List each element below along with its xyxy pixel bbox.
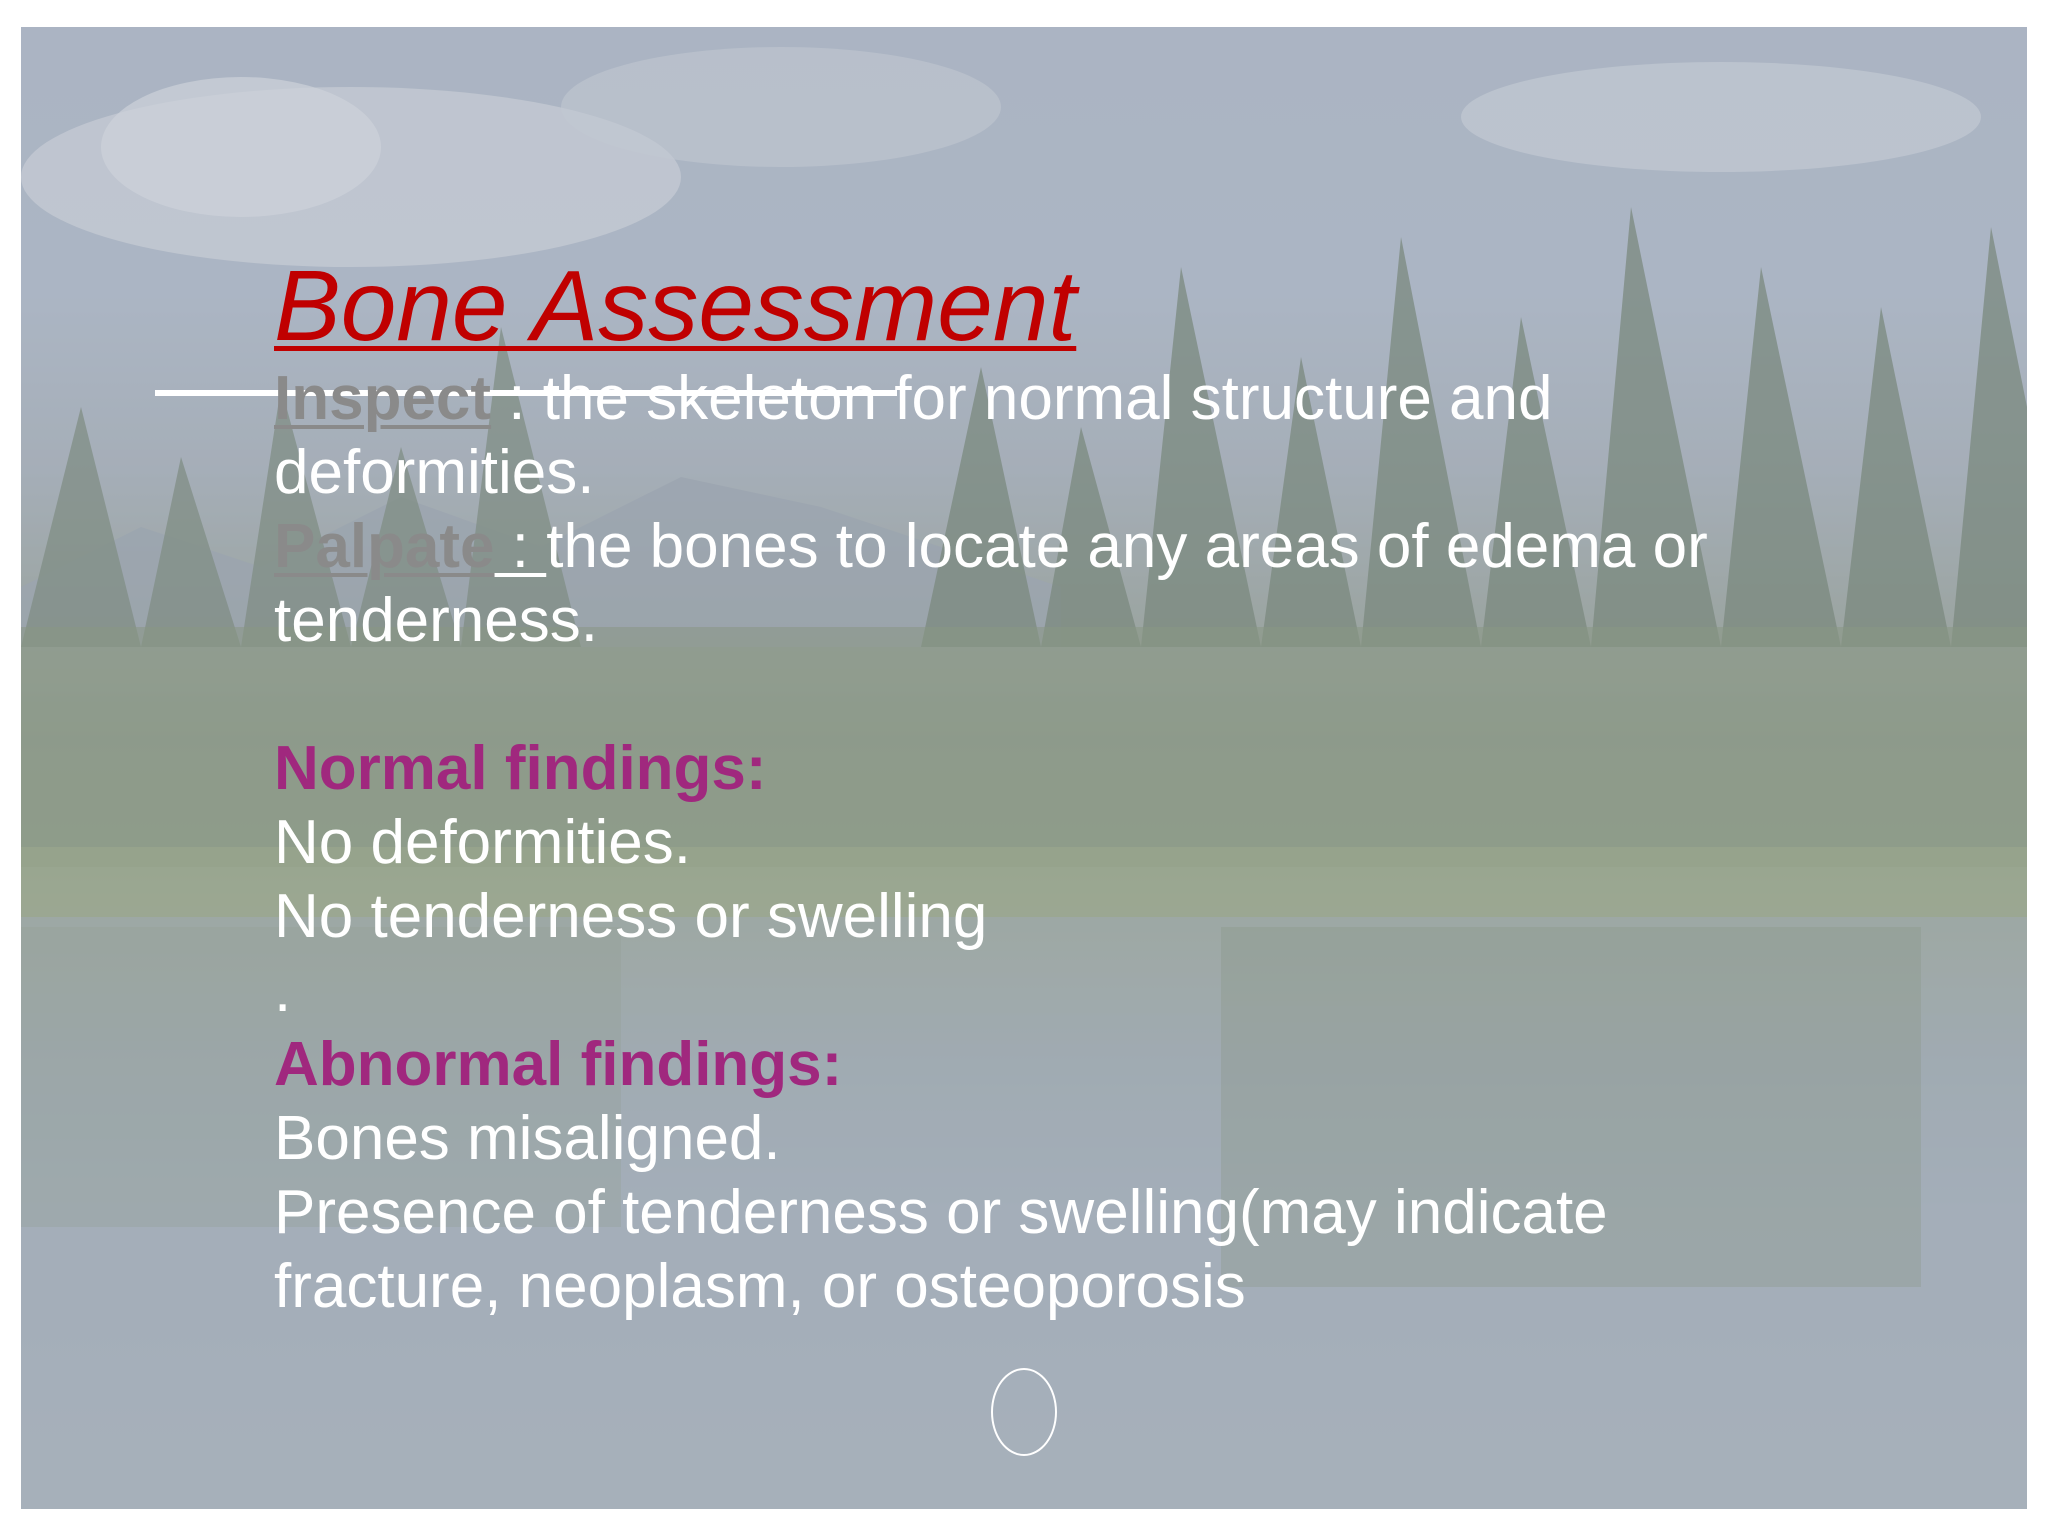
palpate-text: the bones to locate any areas of edema or bbox=[546, 512, 1708, 581]
palpate-text-continued: tenderness. bbox=[274, 586, 598, 655]
slide-content bbox=[274, 250, 1994, 1324]
normal-findings-heading: Normal findings: bbox=[274, 734, 767, 803]
palpate-line bbox=[274, 510, 1994, 584]
inspect-text: the skeleton for normal structure and bbox=[542, 364, 1553, 433]
inspect-text-continued: deformities. bbox=[274, 438, 595, 507]
abnormal-finding-item: fracture, neoplasm, or osteoporosis bbox=[274, 1252, 1246, 1321]
normal-finding-item: . bbox=[274, 956, 292, 1025]
normal-finding-item: No deformities. bbox=[274, 808, 691, 877]
normal-finding-item: No tenderness or swelling bbox=[274, 882, 988, 951]
inspect-separator: : bbox=[491, 364, 543, 433]
oval-shape bbox=[991, 1368, 1057, 1456]
slide-title: Bone Assessment bbox=[274, 250, 1077, 362]
spacer bbox=[274, 658, 1994, 732]
palpate-term: Palpate bbox=[274, 512, 495, 581]
abnormal-findings-heading: Abnormal findings: bbox=[274, 1030, 843, 1099]
abnormal-finding-item: Bones misaligned. bbox=[274, 1104, 781, 1173]
inspect-line bbox=[274, 362, 1994, 436]
inspect-term: Inspect bbox=[274, 364, 492, 433]
palpate-separator: : bbox=[494, 512, 547, 581]
abnormal-finding-item: Presence of tenderness or swelling(may indicate bbox=[274, 1178, 1608, 1247]
